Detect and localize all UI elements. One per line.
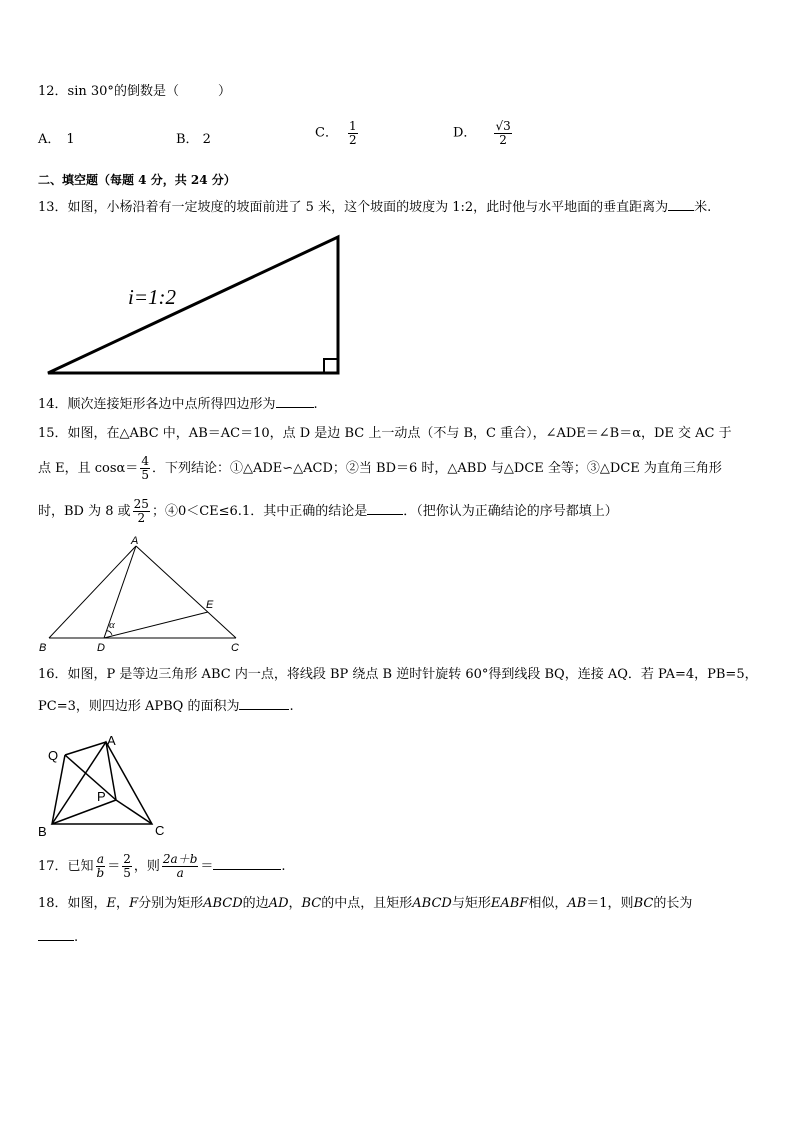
slope-label: i=1:2 — [128, 285, 176, 309]
segment-pb — [52, 800, 116, 824]
label-p: P — [97, 789, 106, 804]
q16-line1: 16．如图，P 是等边三角形 ABC 内一点，将线段 BP 绕点 B 逆时针旋转 60°得到线段 BQ，连接 AQ．若 PA=4，PB=5， — [38, 667, 758, 682]
q12-option-d: D． $\frac{√3}{2}$ — [453, 119, 511, 147]
label-e: E — [206, 599, 214, 611]
label-a: A — [131, 535, 139, 547]
answer-blank — [367, 502, 403, 515]
q18-answer-line: . — [38, 928, 78, 947]
side-ac — [136, 546, 236, 638]
label-a: A — [107, 733, 116, 748]
label-c: C — [155, 823, 165, 838]
q15-line2: 点 E，且 cosα＝ $\frac{4}{5}$ ．下列结论：①△ADE∽△ACD；②当 BD＝6 时，△ABD 与△DCE 全等；③△DCE 为直角三角形 — [38, 454, 722, 482]
answer-blank — [276, 395, 314, 408]
answer-blank — [213, 857, 281, 870]
q18-text: 18．如图，E，F分别为矩形ABCD的边AD，BC的中点，且矩形ABCD与矩形EABF相似，AB＝1，则BC的长为 — [38, 896, 693, 911]
section-title: 二、填空题（每题 4 分，共 24 分） — [38, 173, 236, 187]
q17-text: 17．已知 $\frac{a}{b}$ ＝ $\frac{2}{5}$ ，则 $\frac{2a+b}{a}$ ＝ . — [38, 852, 286, 880]
segment-qa — [65, 742, 106, 755]
side-ab — [49, 546, 136, 638]
label-c: C — [231, 642, 239, 654]
answer-blank — [239, 697, 289, 710]
fraction: $\frac{2}{5}$ — [123, 852, 131, 880]
segment-pc — [116, 800, 152, 824]
fraction: $\frac{25}{2}$ — [133, 497, 149, 525]
q15-triangle-figure — [36, 534, 256, 656]
label-b: B — [39, 642, 47, 654]
q16-line2: PC=3，则四边形 APBQ 的面积为 . — [38, 699, 294, 714]
fraction: $\frac{1}{2}$ — [348, 119, 357, 147]
fraction: $\frac{√3}{2}$ — [495, 119, 511, 147]
q12-option-a: A． 1 — [38, 132, 75, 147]
label-alpha: α — [109, 619, 115, 631]
q12-option-b: B． 2 — [176, 132, 211, 147]
answer-blank — [38, 928, 74, 941]
slope-triangle — [48, 237, 338, 373]
right-angle-mark — [324, 359, 338, 373]
q13-slope-figure — [40, 230, 350, 380]
answer-blank — [668, 198, 694, 211]
q12-option-c: C． $\frac{1}{2}$ — [315, 119, 357, 147]
label-b: B — [38, 824, 47, 839]
q16-rotation-figure — [30, 728, 180, 840]
label-d: D — [97, 642, 105, 654]
segment-de — [104, 612, 208, 638]
q15-line1: 15．如图，在△ABC 中，AB＝AC＝10，点 D 是边 BC 上一动点（不与 B，C 重合），∠ADE＝∠B＝α，DE 交 AC 于 — [38, 426, 732, 441]
q15-line3: 时，BD 为 8 或 $\frac{25}{2}$ ；④0＜CE≤6.1．其中正确的结论是 ．（把你认为正确结论的序号都填上） — [38, 497, 618, 525]
fraction: $\frac{a}{b}$ — [96, 852, 105, 880]
q13-text: 13．如图，小杨沿着有一定坡度的坡面前进了 5 米，这个坡面的坡度为 1:2，此时他与水平地面的垂直距离为 米. — [38, 200, 712, 215]
fraction: $\frac{4}{5}$ — [141, 454, 149, 482]
angle-alpha-arc — [106, 631, 112, 635]
label-q: Q — [48, 748, 59, 763]
q14-text: 14．顺次连接矩形各边中点所得四边形为 . — [38, 397, 318, 412]
fraction: $\frac{2a+b}{a}$ — [162, 852, 198, 880]
q12-stem: 12．sin 30°的倒数是（ ） — [38, 84, 231, 99]
